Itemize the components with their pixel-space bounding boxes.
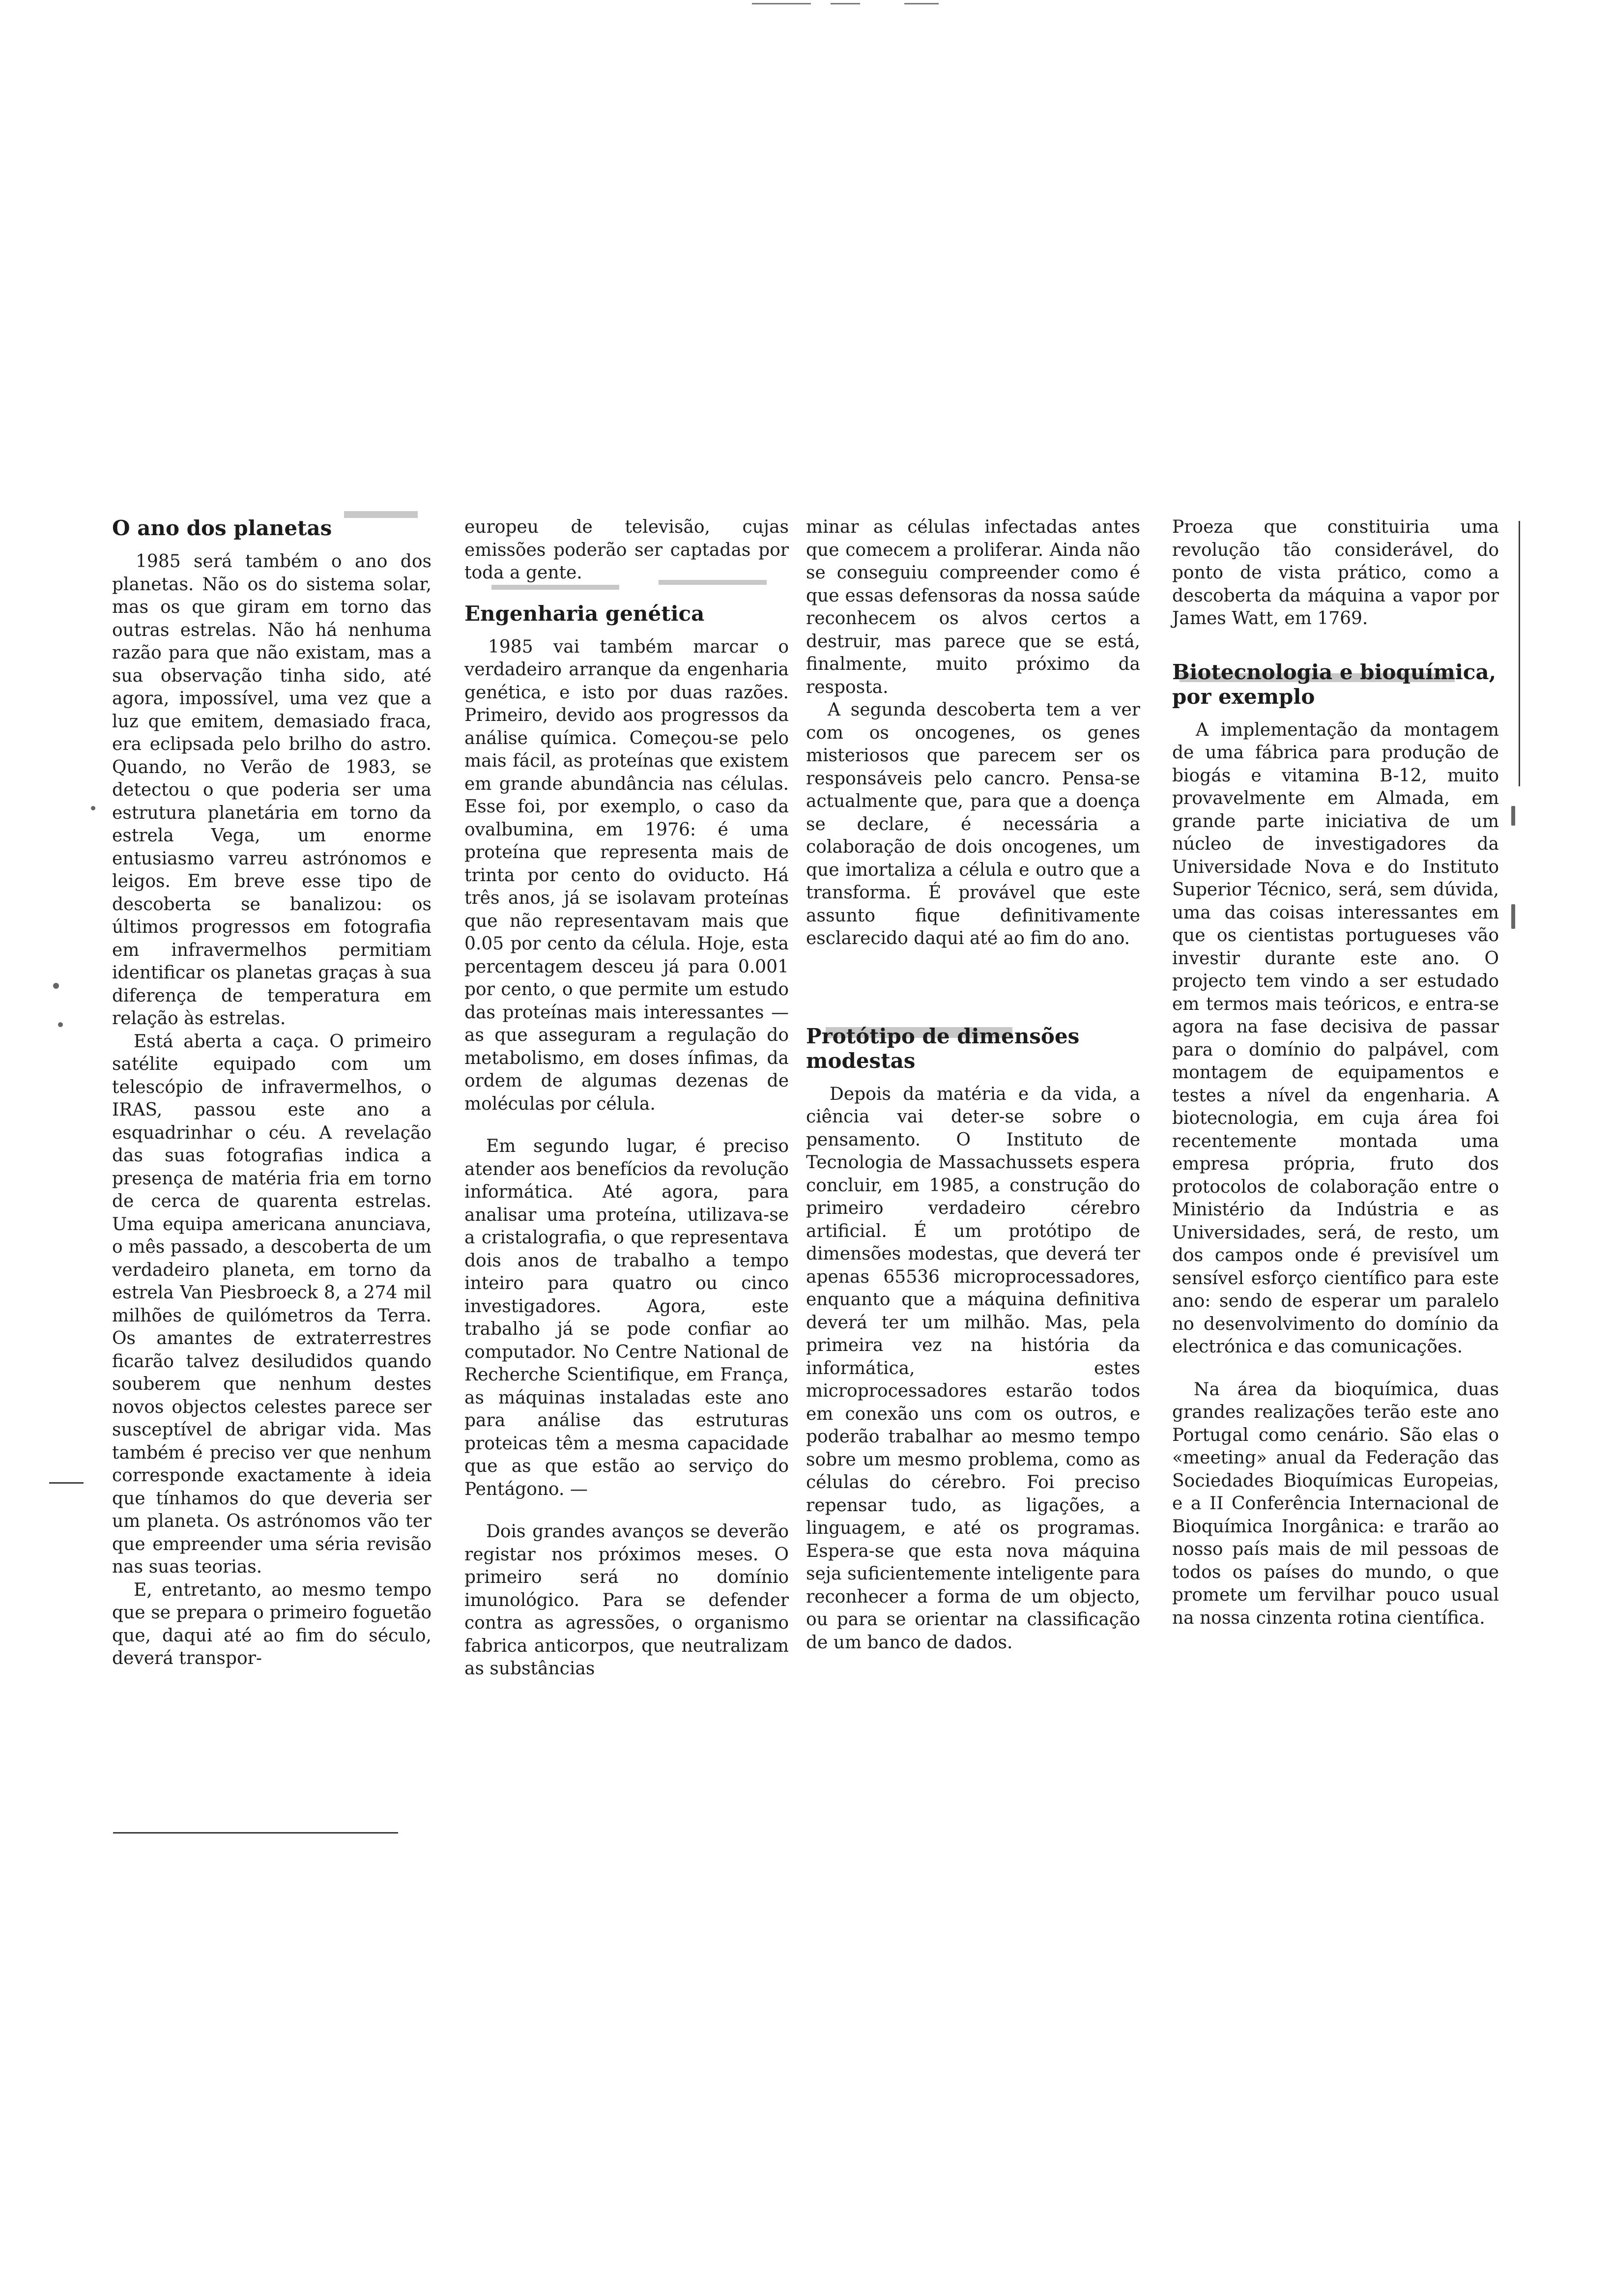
top-scan-mark [752, 3, 811, 4]
column-3 [806, 516, 1140, 1654]
paragraph-continued: minar as células infectadas antes que comecem a proliferar. Ainda não se conseguiu compreender como é que essas defensoras da nossa saúde reconhecem os alvos certos a destruir, mas parece que se está, finalmente, muito próximo da resposta. [806, 517, 1140, 697]
scan-speck [1511, 904, 1515, 929]
scan-speck [58, 1022, 63, 1027]
column-1 [112, 516, 432, 1670]
heading-o-ano-dos-planetas: O ano dos planetas [112, 516, 332, 540]
heading-engenharia-genetica: Engenharia genética [464, 601, 705, 626]
heading-biotecnologia-e-bioquimica: Biotecnologia e bioquímica, por exemplo [1172, 660, 1497, 709]
heading-prototipo-de-dimensoes-modestas: Protótipo de dimensões modestas [806, 1024, 1080, 1073]
paragraph-continued: europeu de televisão, cujas emissões poderão ser captadas por toda a gente. [464, 517, 789, 583]
paragraph-continued: Proeza que constituiria uma revolução tão considerável, do ponto de vista prático, como a descoberta da máquina a vapor por James Watt, em 1769. [1172, 517, 1499, 629]
top-scan-mark [831, 3, 860, 4]
paragraph: A segunda descoberta tem a ver com os oncogenes, os genes misteriosos que parecem ser os responsáveis pelo cancro. Pensa-se actualmente que, para que a doença se declare, é necessária a colaboração de dois oncogenes, um que imortaliza a célula e outro que a transforma. É provável que este assunto fique definitivamente esclarecido daqui até ao fim do ano. [806, 700, 1140, 948]
column-rule-right [1519, 521, 1520, 786]
paragraph: E, entretanto, ao mesmo tempo que se prepara o primeiro foguetão que, daqui até ao fim do século, deverá transpor- [112, 1579, 432, 1668]
top-scan-mark [904, 3, 939, 4]
scan-speck [91, 806, 95, 810]
margin-dash [49, 1482, 84, 1484]
paragraph: A implementação da montagem de uma fábrica para produção de biogás e vitamina B-12, muito provavelmente em Almada, em grande parte iniciativa de um núcleo de investigadores da Universidade Nova e do Instituto Superior Técnico, será, sem dúvida, uma das coisas interessantes em que os cientistas portugueses vão investir durante este ano. O projecto tem vindo a ser estudado em termos mais teóricos, e entra-se agora na fase decisiva de passar para o domínio do palpável, com montagem de equipamentos e testes a nível da engenharia. A biotecnologia, em cuja área foi recentemente montada uma empresa própria, fruto dos protocolos de colaboração entre o Ministério da Indústria e as Universidades, será, de resto, um dos campos onde é previsível um sensível esforço científico para este ano: sendo de esperar um paralelo no desenvolvimento do domínio da electrónica e das comunicações. [1172, 719, 1499, 1357]
paragraph: Está aberta a caça. O primeiro satélite equipado com um telescópio de infravermelhos, o IRAS, passou este ano a esquadrinhar o céu. A revelação das suas fotografias indica a presença de matéria fria em torno de cerca de quarenta estrelas. Uma equipa americana anunciava, o mês passado, a descoberta de um verdadeiro planeta, em torno da estrela Van Piesbroeck 8, a 274 mil milhões de quilómetros da Terra. Os amantes de extraterrestres ficarão talvez desiludidos quando souberem que nenhum destes novos objectos celestes parece ser susceptível de abrigar vida. Mas também é preciso ver que nenhum corresponde exactamente à ideia que tínhamos do que deveria ser um planeta. Os astrónomos vão ter que empreender uma séria revisão nas suas teorias. [112, 1031, 432, 1577]
column-4 [1172, 516, 1499, 1630]
paragraph: 1985 será também o ano dos planetas. Não os do sistema solar, mas os que giram em torno das outras estrelas. Não há nenhuma razão para que não existam, mas a sua observação tinha sido, até agora, impossível, uma vez que a luz que emitem, demasiado fraca, era eclipsada pelo brilho do astro. Quando, no Verão de 1983, se detectou o que poderia ser uma estrutura planetária em torno da estrela Vega, um enorme entusiasmo varreu astrónomos e leigos. Em breve esse tipo de descoberta se banalizou: os últimos progressos em fotografia em infravermelhos permitiam identificar os planetas graças à sua diferença de temperatura em relação às estrelas. [112, 551, 432, 1029]
paragraph: Na área da bioquímica, duas grandes realizações terão este ano Portugal como cenário. São elas o «meeting» anual da Federação das Sociedades Bioquímicas Europeias, e a II Conferência Internacional de Bioquímica Inorgânica: e trarão ao nosso país mais de mil pessoas de todos os países do mundo, o que promete um fervilhar pouco usual na nossa cinzenta rotina científica. [1172, 1379, 1499, 1628]
paragraph: 1985 vai também marcar o verdadeiro arranque da engenharia genética, e isto por duas razões. Primeiro, devido aos progressos da análise química. Começou-se pelo mais fácil, as proteínas que existem em grande abundância nas células. Esse foi, por exemplo, o caso da ovalbumina, em 1976: é uma proteína que representa mais de trinta por cento do oviducto. Há três anos, já se isolavam proteínas que não representavam mais que 0.05 por cento da célula. Hoje, esta percentagem desceu já para 0.001 por cento, o que permite um estudo das proteínas mais interessantes — as que asseguram a regulação do metabolismo, em doses ínfimas, da ordem de algumas dezenas de moléculas por célula. [464, 636, 789, 1114]
scan-speck [1511, 806, 1515, 826]
column-2 [464, 516, 789, 1681]
scan-speck [53, 983, 59, 989]
paragraph: Em segundo lugar, é preciso atender aos benefícios da revolução informática. Até agora, para analisar uma proteína, utilizava-se a cristalografia, o que representava dois anos de trabalho a tempo inteiro para quatro ou cinco investigadores. Agora, este trabalho já se pode confiar ao computador. No Centre National de Recherche Scientifique, em França, as máquinas instaladas este ano para análise das estruturas proteicas têm a mesma capacidade que as que estão ao serviço do Pentágono. — [464, 1136, 789, 1499]
column-end-rule [113, 1832, 398, 1834]
paragraph: Depois da matéria e da vida, a ciência vai deter-se sobre o pensamento. O Instituto de Tecnologia de Massachussets espera concluir, em 1985, a construção do primeiro verdadeiro cérebro artificial. É um protótipo de dimensões modestas, que deverá ter apenas 65536 microprocessadores, enquanto que a máquina definitiva deverá ter um milhão. Mas, pela primeira vez na história da informática, estes microprocessadores estarão todos em conexão uns com os outros, e poderão trabalhar ao mesmo tempo sobre um mesmo problema, como as células do cérebro. Foi preciso repensar tudo, as ligações, a linguagem, e até os programas. Espera-se que esta nova máquina seja suficientemente inteligente para reconhecer a forma de um objecto, ou para se orientar na classificação de um banco de dados. [806, 1084, 1140, 1653]
paragraph: Dois grandes avanços se deverão registar nos próximos meses. O primeiro será no domínio imunológico. Para se defender contra as agressões, o organismo fabrica anticorpos, que neutralizam as substâncias [464, 1521, 789, 1679]
